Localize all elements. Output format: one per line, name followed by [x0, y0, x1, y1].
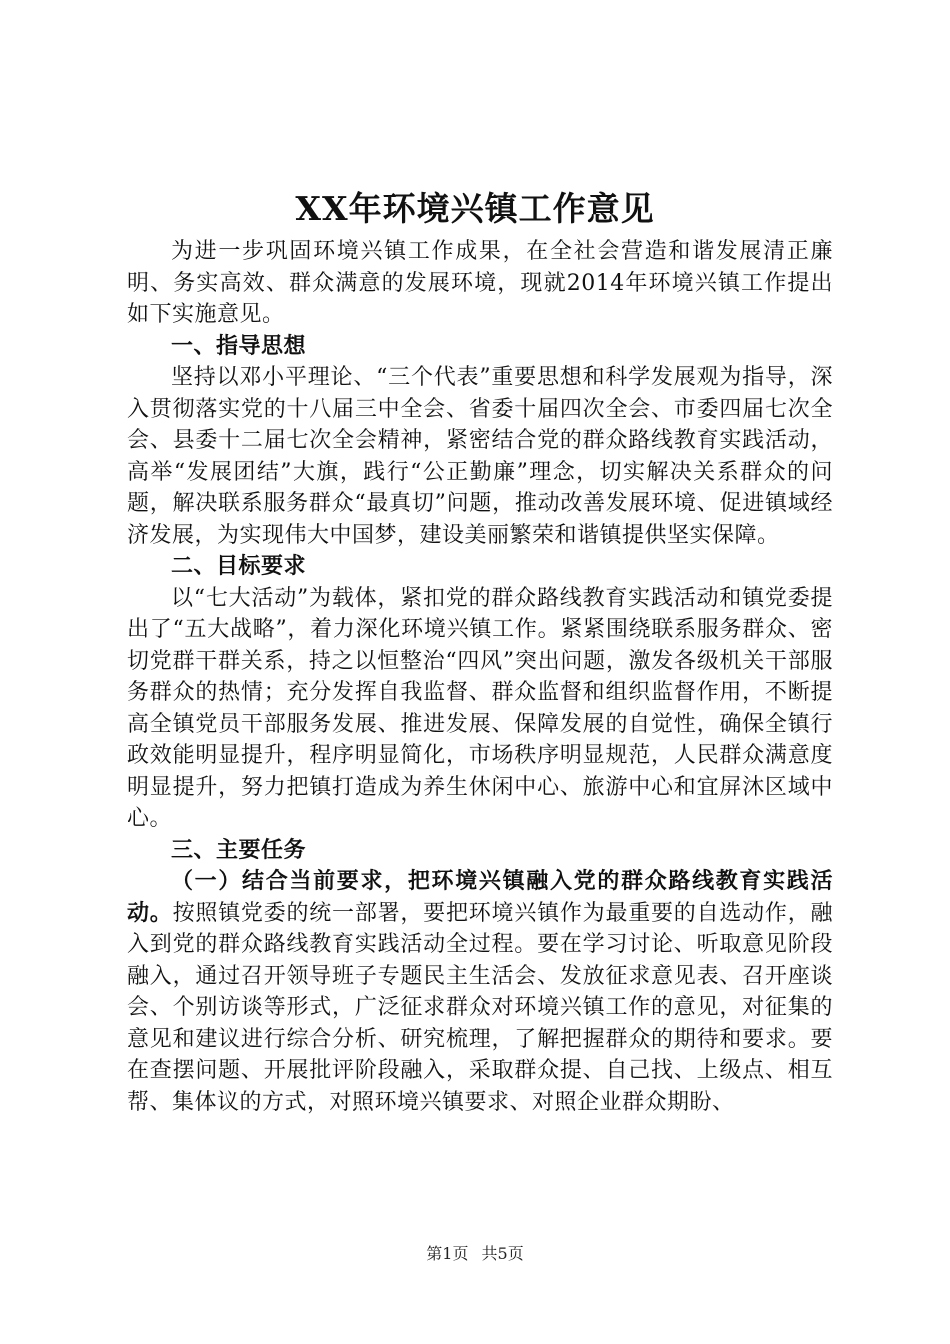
section-paragraph-guiding-thought: 坚持以邓小平理论、“三个代表”重要思想和科学发展观为指导，深入贯彻落实党的十八届三中全会、省委十届四次全会、市委四届七次全会、县委十二届七次全会精神，紧密结合党的群众路线教育实践活动，高举“发展团结”大旗，践行“公正勤廉”理念，切实解决关系群众的问题，解决联系服务群众“最真切”问题，推动改善发展环境、促进镇域经济发展，为实现伟大中国梦，建设美丽繁荣和谐镇提供坚实保障。 [127, 365, 833, 548]
section-heading-guiding-thought: 一、指导思想 [171, 332, 307, 359]
task-item-1 [127, 866, 833, 1118]
task-item-1-title: （一）结合当前要求，把环境兴镇融入党的群众路线教育实践活动。 [127, 868, 833, 926]
intro-paragraph: 为进一步巩固环境兴镇工作成果，在全社会营造和谐发展清正廉明、务实高效、群众满意的发展环境，现就2014年环境兴镇工作提出如下实施意见。 [127, 239, 833, 327]
page-number: 第1页 [426, 1244, 469, 1263]
document-title: XX年环境兴镇工作意见 [295, 189, 655, 228]
page-total: 共5页 [481, 1244, 524, 1263]
page-footer [0, 1244, 950, 1264]
section-heading-main-tasks: 三、主要任务 [171, 836, 307, 863]
section-heading-goals: 二、目标要求 [171, 553, 307, 579]
document-body [127, 236, 833, 1118]
section-paragraph-goals: 以“七大活动”为载体，紧扣党的群众路线教育实践活动和镇党委提出了“五大战略”，着力深化环境兴镇工作。紧紧围绕联系服务群众、密切党群干群关系，持之以恒整治“四风”突出问题，激发各级机关干部服务群众的热情；充分发挥自我监督、群众监督和组织监督作用，不断提高全镇党员干部服务发展、推进发展、保障发展的自觉性，确保全镇行政效能明显提升，程序明显简化，市场秩序明显规范，人民群众满意度明显提升，努力把镇打造成为养生休闲中心、旅游中心和宜屏沐区域中心。 [127, 585, 833, 831]
task-item-1-text: 按照镇党委的统一部署，要把环境兴镇作为最重要的自选动作，融入到党的群众路线教育实践活动全过程。要在学习讨论、听取意见阶段融入，通过召开领导班子专题民主生活会、发放征求意见表、召开座谈会、个别访谈等形式，广泛征求群众对环境兴镇工作的意见，对征集的意见和建议进行综合分析、研究梳理，了解把握群众的期待和要求。要在查摆问题、开展批评阶段融入，采取群众提、自己找、上级点、相互帮、集体议的方式，对照环境兴镇要求、对照企业群众期盼、 [127, 900, 833, 1115]
